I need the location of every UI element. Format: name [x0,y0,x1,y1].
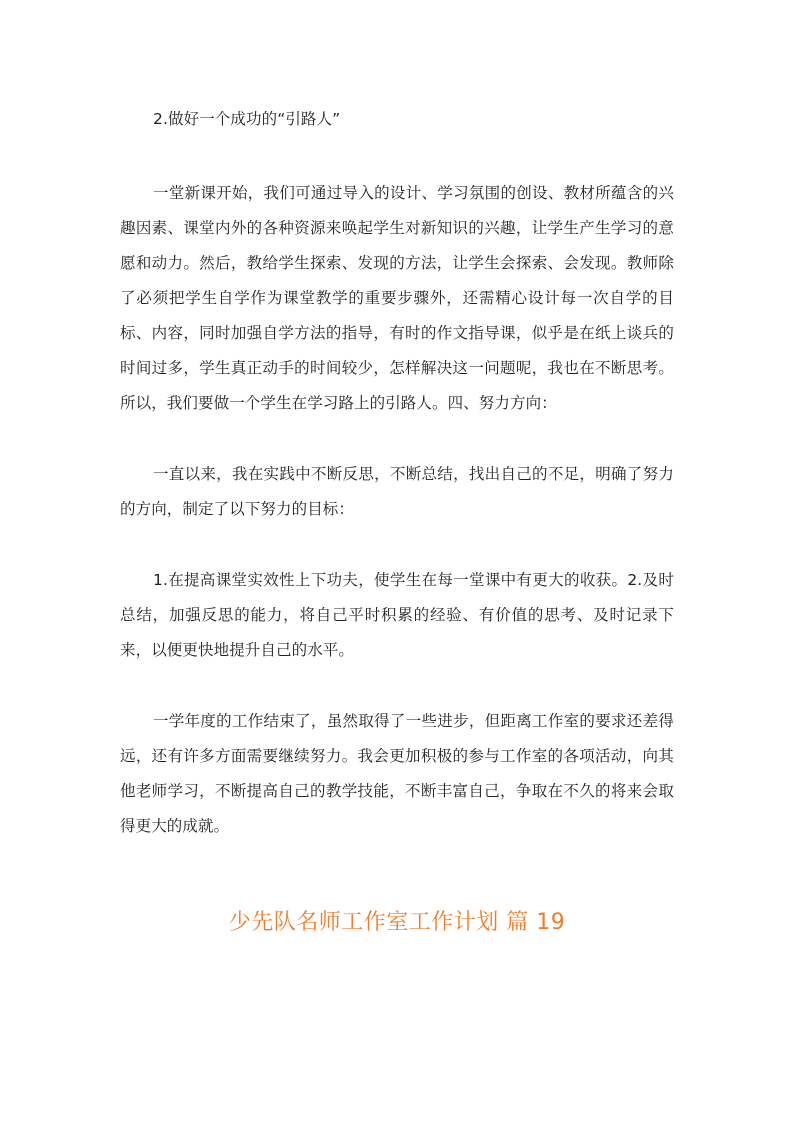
paragraph-conclusion: 一学年度的工作结束了，虽然取得了一些进步，但距离工作室的要求还差得远，还有许多方面需要继续努力。我会更加积极的参与工作室的各项活动，向其他老师学习，不断提高自己的教学技能，不断丰富自己，争取在不久的将来会取得更大的成就。 [120,712,674,835]
paragraph-subheading: 2.做好一个成功的“引路人” [153,110,341,128]
paragraph-reflection: 一直以来，我在实践中不断反思，不断总结，找出自己的不足，明确了努力的方向，制定了以下努力的目标： [120,465,674,518]
paragraph-guide-role: 一堂新课开始，我们可通过导入的设计、学习氛围的创设、教材所蕴含的兴趣因素、课堂内外的各种资源来唤起学生对新知识的兴趣，让学生产生学习的意愿和动力。然后，教给学生探索、发现的方法，让学生会探索、会发现。教师除了必须把学生自学作为课堂教学的重要步骤外，还需精心设计每一次自学的目标、内容，同时加强自学方法的指导，有时的作文指导课，似乎是在纸上谈兵的时间过多，学生真正动手的时间较少，怎样解决这一问题呢，我也在不断思考。所以，我们要做一个学生在学习路上的引路人。四、努力方向： [120,184,674,412]
section-title: 少先队名师工作室工作计划 篇 19 [228,910,566,935]
document-body [120,102,674,844]
paragraph-goals: 1.在提高课堂实效性上下功夫，使学生在每一堂课中有更大的收获。2.及时总结，加强反思的能力，将自己平时积累的经验、有价值的思考、及时记录下来，以便更快地提升自己的水平。 [120,571,674,659]
